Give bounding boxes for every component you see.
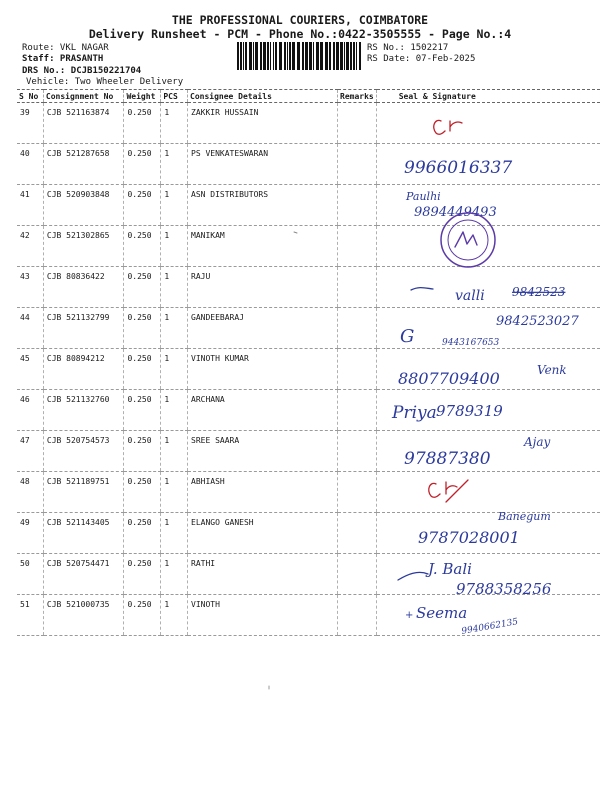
- cell-consignment-no: CJB 521163874: [43, 103, 124, 144]
- cell-consignee: ABHIASH: [188, 472, 338, 513]
- table-row: [17, 554, 600, 595]
- col-remarks: Remarks: [338, 90, 377, 103]
- cell-weight: 0.250: [124, 103, 161, 144]
- col-weight: Weight: [124, 90, 161, 103]
- cell-consignment-no: CJB 521287658: [43, 144, 124, 185]
- runsheet-title: Delivery Runsheet - PCM - Phone No.:0422-3505555 - Page No.:4: [88, 27, 512, 41]
- cell-remarks: [338, 144, 377, 185]
- cell-signature: [376, 595, 600, 636]
- cell-pcs: 1: [161, 513, 188, 554]
- signature-row-46-name: Priya: [392, 403, 437, 423]
- cell-pcs: 1: [161, 308, 188, 349]
- cell-remarks: [338, 267, 377, 308]
- signature-row-51-plus: +: [405, 610, 414, 621]
- table-row: [17, 472, 600, 513]
- cell-consignee: MANIKAM: [188, 226, 338, 267]
- cell-consignment-no: CJB 520903848: [43, 185, 124, 226]
- signature-row-51-name: Seema: [416, 604, 468, 622]
- cell-consignee: VINOTH: [188, 595, 338, 636]
- cell-signature: [376, 513, 600, 554]
- cell-sno: 47: [17, 431, 43, 472]
- cell-pcs: 1: [161, 226, 188, 267]
- cell-sno: 51: [17, 595, 43, 636]
- cell-weight: 0.250: [124, 513, 161, 554]
- cell-signature: [376, 390, 600, 431]
- signature-row-49: 9787028001: [418, 528, 520, 547]
- signature-row-51-number: 9940662135: [460, 617, 519, 637]
- cell-consignment-no: CJB 520754471: [43, 554, 124, 595]
- cell-sno: 39: [17, 103, 43, 144]
- cell-weight: 0.250: [124, 267, 161, 308]
- signature-row-45-mark: Venk: [537, 363, 567, 377]
- table-row: [17, 390, 600, 431]
- table-row: [17, 226, 600, 267]
- signature-row-44-initial: G: [400, 326, 415, 347]
- col-sno: S No: [17, 90, 43, 103]
- cell-consignee: SREE SAARA: [188, 431, 338, 472]
- cell-pcs: 1: [161, 349, 188, 390]
- cell-signature: [376, 349, 600, 390]
- signature-row-47: 97887380: [404, 449, 491, 469]
- cell-consignee: VINOTH KUMAR: [188, 349, 338, 390]
- table-row: [17, 103, 600, 144]
- cell-weight: 0.250: [124, 226, 161, 267]
- table-row: [17, 431, 600, 472]
- cell-remarks: [338, 595, 377, 636]
- drs-value: DCJB150221704: [70, 66, 142, 76]
- cell-consignee: GANDEEBARAJ: [188, 308, 338, 349]
- cell-sno: 46: [17, 390, 43, 431]
- cell-remarks: [338, 349, 377, 390]
- table-row: [17, 595, 600, 636]
- cell-consignee: RATHI: [188, 554, 338, 595]
- drs-label: DRS No.:: [22, 66, 66, 76]
- cell-pcs: 1: [161, 595, 188, 636]
- cell-sno: 40: [17, 144, 43, 185]
- cell-weight: 0.250: [124, 308, 161, 349]
- signature-row-44-number-b: 9443167653: [442, 338, 500, 348]
- cell-remarks: [338, 226, 377, 267]
- staff-text: Staff: PRASANTH: [22, 54, 104, 64]
- col-consignee: Consignee Details: [188, 90, 338, 103]
- cell-sno: 44: [17, 308, 43, 349]
- cell-weight: 0.250: [124, 595, 161, 636]
- table-row: [17, 349, 600, 390]
- cell-weight: 0.250: [124, 349, 161, 390]
- cell-weight: 0.250: [124, 472, 161, 513]
- cell-consignee: ARCHANA: [188, 390, 338, 431]
- col-consignment: Consignment No: [43, 90, 124, 103]
- table-row: [17, 144, 600, 185]
- cell-consignee: ELANGO GANESH: [188, 513, 338, 554]
- signature-row-50: 9788358256: [456, 580, 552, 598]
- cell-pcs: 1: [161, 431, 188, 472]
- cell-pcs: 1: [161, 103, 188, 144]
- cell-consignment-no: CJB 521302865: [43, 226, 124, 267]
- signature-row-41-number: 9894449493: [414, 205, 497, 220]
- cell-signature: [376, 267, 600, 308]
- cell-pcs: 1: [161, 144, 188, 185]
- cell-pcs: 1: [161, 267, 188, 308]
- cell-pcs: 1: [161, 390, 188, 431]
- cell-remarks: [338, 390, 377, 431]
- cell-pcs: 1: [161, 554, 188, 595]
- cell-consignment-no: CJB 521132760: [43, 390, 124, 431]
- cell-weight: 0.250: [124, 390, 161, 431]
- signature-row-43-number: 9842523: [512, 285, 566, 299]
- cell-sno: 41: [17, 185, 43, 226]
- runsheet-table: [17, 89, 600, 636]
- cell-signature: [376, 554, 600, 595]
- signature-row-43-name: valli: [455, 288, 485, 304]
- cell-pcs: 1: [161, 472, 188, 513]
- cell-consignee: ZAKKIR HUSSAIN: [188, 103, 338, 144]
- cell-consignment-no: CJB 521000735: [43, 595, 124, 636]
- cell-signature: [376, 472, 600, 513]
- cell-remarks: [338, 185, 377, 226]
- table-header-row: [17, 90, 600, 103]
- cell-remarks: [338, 554, 377, 595]
- cell-consignment-no: CJB 521189751: [43, 472, 124, 513]
- cell-consignee: RAJU: [188, 267, 338, 308]
- cell-remarks: [338, 472, 377, 513]
- cell-weight: 0.250: [124, 144, 161, 185]
- cell-consignee: PS VENKATESWARAN: [188, 144, 338, 185]
- rs-number: RS No.: 1502217: [367, 43, 449, 53]
- barcode-image: [237, 42, 361, 70]
- cell-signature: [376, 144, 600, 185]
- cell-remarks: [338, 513, 377, 554]
- cell-consignment-no: CJB 80836422: [43, 267, 124, 308]
- cell-remarks: [338, 103, 377, 144]
- company-title: THE PROFESSIONAL COURIERS, COIMBATORE: [171, 13, 429, 27]
- cell-consignment-no: CJB 80894212: [43, 349, 124, 390]
- cell-sno: 45: [17, 349, 43, 390]
- cell-sno: 43: [17, 267, 43, 308]
- table-row: [17, 513, 600, 554]
- signature-row-49-name: Banegum: [498, 510, 551, 523]
- cell-consignment-no: CJB 521132799: [43, 308, 124, 349]
- cell-signature: [376, 103, 600, 144]
- table-row: [17, 308, 600, 349]
- col-signature: Seal & Signature: [376, 90, 600, 103]
- cell-remarks: [338, 308, 377, 349]
- cell-consignment-no: CJB 520754573: [43, 431, 124, 472]
- vehicle-text: Vehicle: Two Wheeler Delivery: [26, 77, 184, 87]
- cell-weight: 0.250: [124, 185, 161, 226]
- table-row: [17, 185, 600, 226]
- signature-row-45: 8807709400: [398, 369, 500, 388]
- table-row: [17, 267, 600, 308]
- route-text: Route: VKL NAGAR: [22, 43, 109, 53]
- cell-sno: 49: [17, 513, 43, 554]
- cell-weight: 0.250: [124, 554, 161, 595]
- drs-number: [22, 66, 141, 76]
- signature-row-47-name: Ajay: [524, 435, 551, 449]
- signature-row-44-number-a: 9842523027: [496, 314, 579, 329]
- cell-consignment-no: CJB 521143405: [43, 513, 124, 554]
- cell-remarks: [338, 431, 377, 472]
- cell-signature: [376, 431, 600, 472]
- cell-pcs: 1: [161, 185, 188, 226]
- cell-signature: [376, 226, 600, 267]
- col-pcs: PCS: [161, 90, 188, 103]
- signature-row-40: 9966016337: [404, 158, 513, 178]
- cell-sno: 48: [17, 472, 43, 513]
- cell-signature: [376, 308, 600, 349]
- cell-sno: 42: [17, 226, 43, 267]
- cell-sno: 50: [17, 554, 43, 595]
- signature-row-41-name: Paulhi: [406, 190, 441, 203]
- cell-consignee: ASN DISTRIBUTORS: [188, 185, 338, 226]
- rs-date: RS Date: 07-Feb-2025: [367, 54, 476, 64]
- cell-signature: [376, 185, 600, 226]
- signature-row-50-name: J. Bali: [428, 560, 472, 578]
- cell-weight: 0.250: [124, 431, 161, 472]
- signature-row-46: 9789319: [436, 402, 503, 420]
